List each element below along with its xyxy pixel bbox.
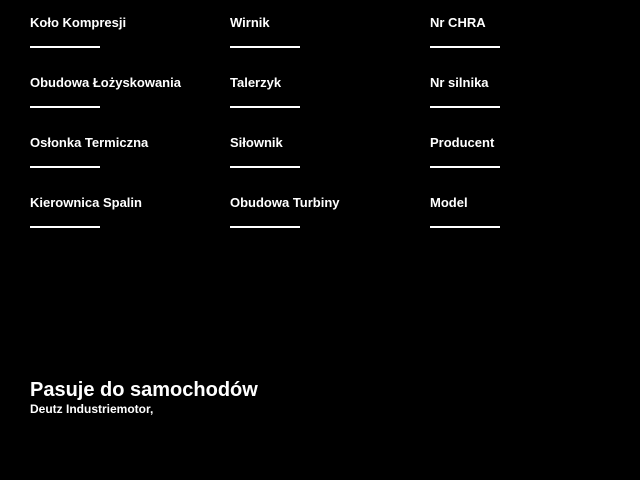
field-value-underline bbox=[230, 46, 300, 48]
field-label: Nr silnika bbox=[430, 75, 489, 90]
field-value-underline bbox=[430, 106, 500, 108]
fits-cars-section bbox=[30, 378, 258, 417]
field-talerzyk bbox=[230, 74, 430, 134]
field-nr-silnika bbox=[430, 74, 630, 134]
field-label: Producent bbox=[430, 135, 495, 150]
field-value-underline bbox=[30, 166, 100, 168]
field-label: Wirnik bbox=[230, 15, 270, 30]
fits-cars-vehicle-list: Deutz Industriemotor, bbox=[30, 402, 154, 416]
field-value-underline bbox=[430, 226, 500, 228]
field-value-underline bbox=[30, 106, 100, 108]
fits-cars-heading: Pasuje do samochodów bbox=[30, 379, 258, 401]
field-obudowa-turbiny bbox=[230, 194, 430, 254]
field-model bbox=[430, 194, 630, 254]
parts-spec-grid bbox=[30, 14, 630, 254]
field-label: Obudowa Turbiny bbox=[230, 195, 340, 210]
field-value-underline bbox=[30, 46, 100, 48]
field-label: Osłonka Termiczna bbox=[30, 135, 149, 150]
field-label: Talerzyk bbox=[230, 75, 282, 90]
field-value-underline bbox=[430, 46, 500, 48]
field-label: Obudowa Łożyskowania bbox=[30, 75, 181, 90]
field-value-underline bbox=[430, 166, 500, 168]
field-obudowa-lozyskowania bbox=[30, 74, 230, 134]
field-value-underline bbox=[230, 226, 300, 228]
field-value-underline bbox=[30, 226, 100, 228]
field-nr-chra bbox=[430, 14, 630, 74]
field-label: Siłownik bbox=[230, 135, 283, 150]
field-kolo-kompresji bbox=[30, 14, 230, 74]
field-producent bbox=[430, 134, 630, 194]
field-kierownica-spalin bbox=[30, 194, 230, 254]
field-value-underline bbox=[230, 106, 300, 108]
field-label: Model bbox=[430, 195, 468, 210]
field-silownik bbox=[230, 134, 430, 194]
field-label: Nr CHRA bbox=[430, 15, 486, 30]
field-oslonka-termiczna bbox=[30, 134, 230, 194]
field-value-underline bbox=[230, 166, 300, 168]
field-wirnik bbox=[230, 14, 430, 74]
field-label: Koło Kompresji bbox=[30, 15, 127, 30]
field-label: Kierownica Spalin bbox=[30, 195, 142, 210]
